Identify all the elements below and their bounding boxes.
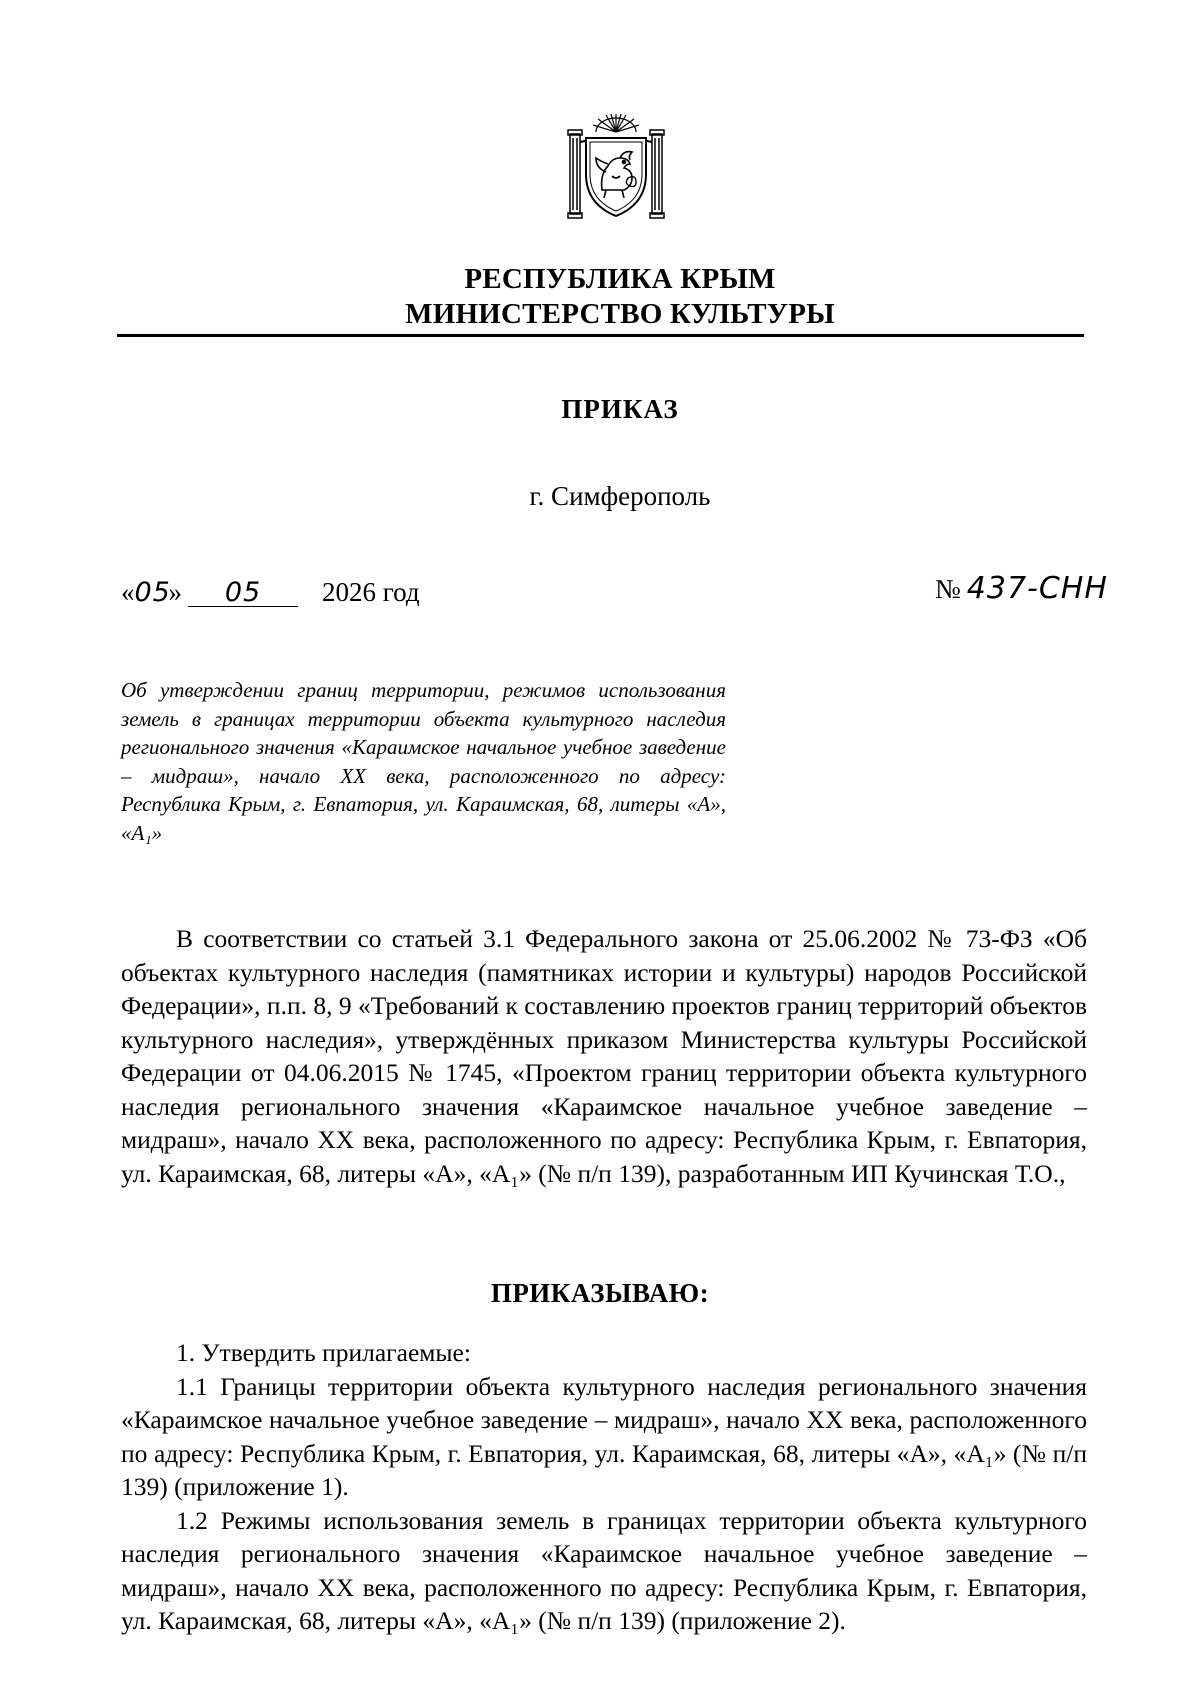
header-divider [117,334,1084,337]
item-1-2: 1.2 Режимы использования земель в границах территории объекта культурного наследия регионального значения «Караимское начальное учебное заведение – мидраш», начало XX века, расположенного по адресу: Республика Крым, г. Евпатория, ул. Караимская, 68, литеры «А», «А₁» (№ п/п 139) (приложение 2). [121,1505,1087,1635]
date-open-quote: « [121,577,135,607]
item-1: 1. Утвердить прилагаемые: [176,1338,471,1367]
item-1-1: 1.1 Границы территории объекта культурного наследия регионального значения «Караимское начальное учебное заведение – мидраш», начало XX века, расположенного по адресу: Республика Крым, г. Евпатория, ул. Караимская, 68, литеры «А», «А₁» (№ п/п 139) (приложение 1). [121,1371,1087,1501]
document-city: г. Симферополь [529,481,711,511]
document-date [121,577,420,608]
intro-paragraph: В соответствии со статьей 3.1 Федерального закона от 25.06.2002 № 73-ФЗ «Об объектах культурного наследия (памятниках истории и культуры) народов Российской Федерации», п.п. 8, 9 «Требований к составлению проектов границ территорий объектов культурного наследия», утверждённых приказом Министерства культуры Российской Федерации от 04.06.2015 № 1745, «Проектом границ территории объекта культурного наследия регионального значения «Караимское начальное учебное заведение – мидраш», начало XX века, расположенного по адресу: Республика Крым, г. Евпатория, ул. Караимская, 68, литеры «А», «А₁» (№ п/п 139), разработанным ИП Кучинская Т.О., [121,924,1087,1188]
header-republic: РЕСПУБЛИКА КРЫМ [464,263,776,295]
date-month-handwritten: 05 [188,580,298,607]
date-close-quote: » [168,577,182,607]
date-day-handwritten: 05 [134,577,171,608]
header-ministry: МИНИСТЕРСТВО КУЛЬТУРЫ [405,298,835,330]
decree-heading: ПРИКАЗЫВАЮ: [490,1278,710,1308]
crimea-coat-of-arms-icon [566,112,666,222]
document-number [935,571,1108,606]
number-handwritten: 437-СНН [966,571,1108,606]
document-subject: Об утверждении границ территории, режимов использования земель в границах территории объекта культурного наследия регионального значения «Караимское начальное учебное заведение – мидраш», начало XX века, расположенного по адресу: Республика Крым, г. Евпатория, ул. Караимская, 68, литеры «А», «А₁» [121,678,726,845]
order-items [121,1336,1087,1638]
date-year: 2026 год [322,577,420,607]
number-label: № [935,574,961,604]
document-title: ПРИКАЗ [561,394,679,424]
